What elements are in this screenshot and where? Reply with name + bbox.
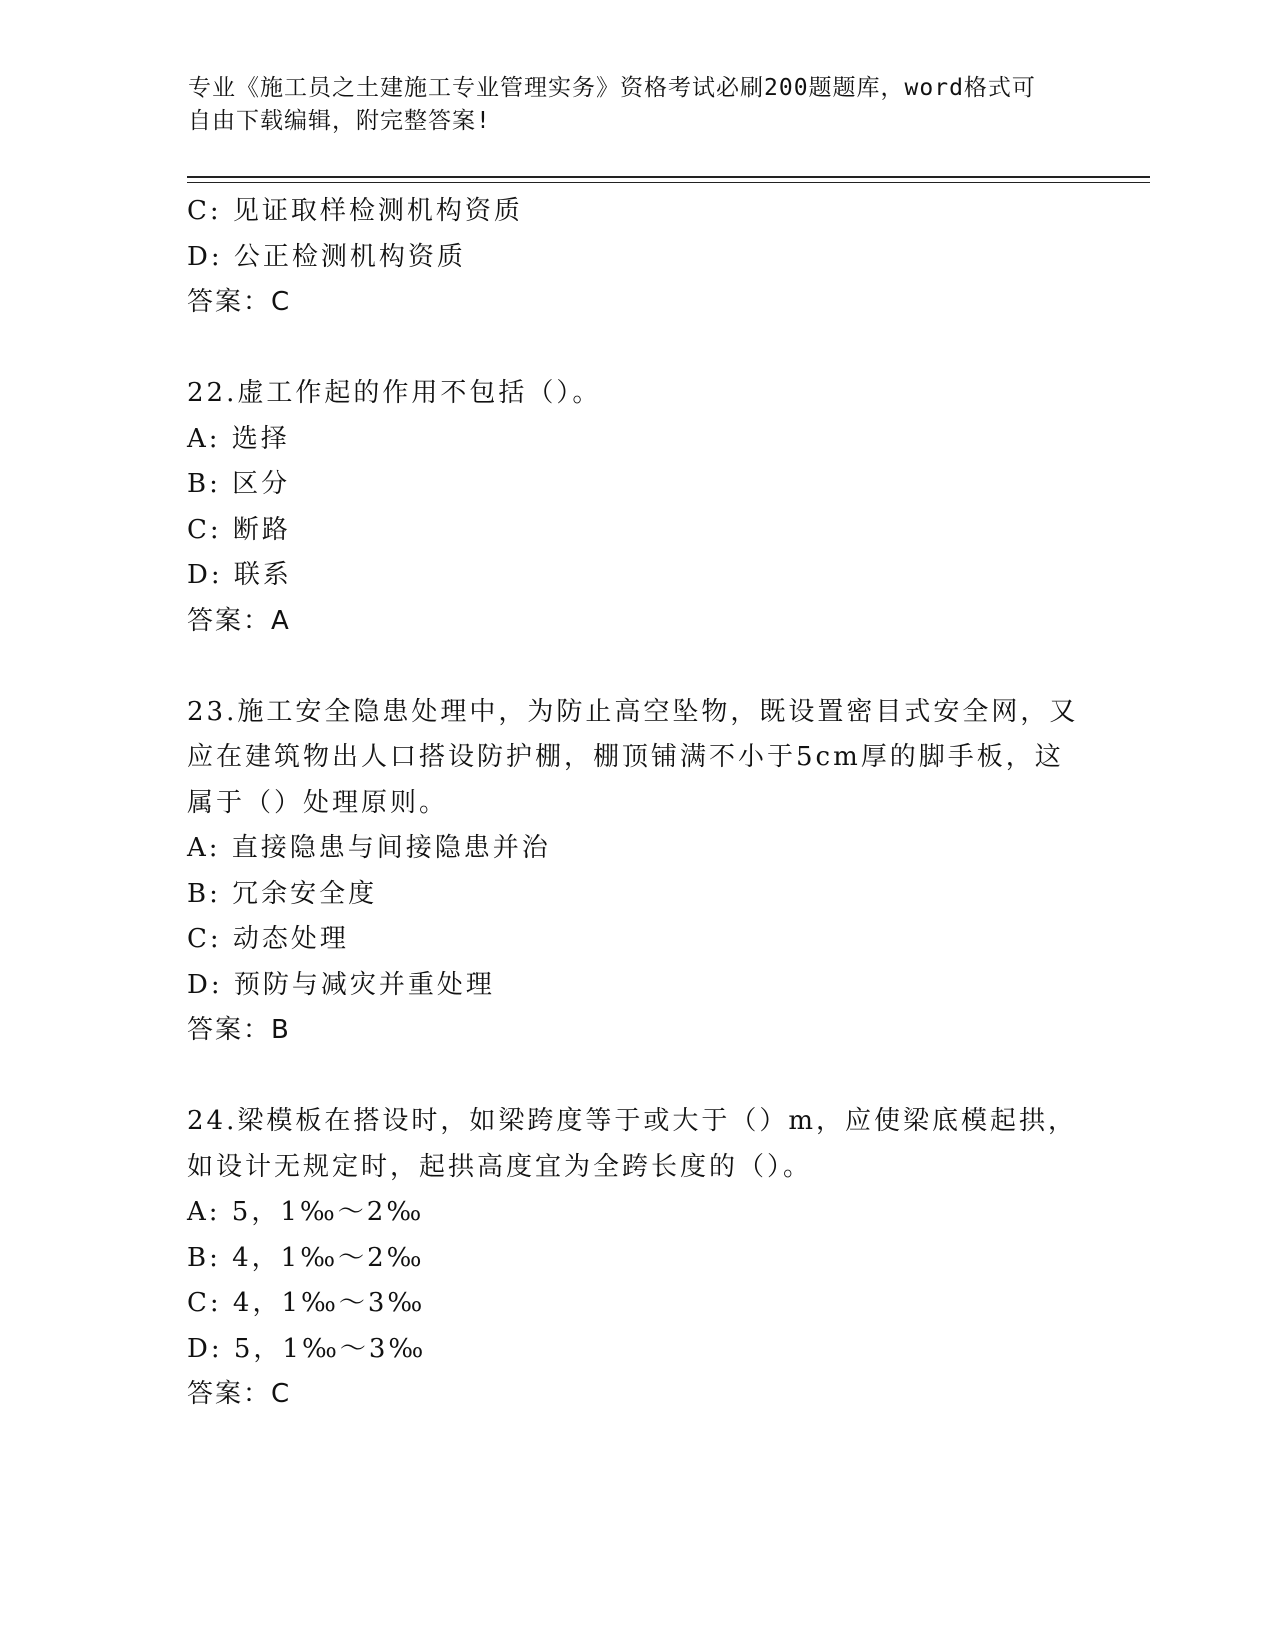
question-stem-line-1: 23.施工安全隐患处理中，为防止高空坠物，既设置密目式安全网，又 bbox=[187, 696, 1079, 727]
option-a: A: 5，1‰～2‰ bbox=[187, 1197, 425, 1227]
question-stem-line-2: 如设计无规定时，起拱高度宜为全跨长度的（）。 bbox=[187, 1151, 813, 1182]
option-d: D: 公正检测机构资质 bbox=[187, 241, 466, 272]
answer: 答案：C bbox=[187, 1379, 292, 1409]
question-stem-line-1: 24.梁模板在搭设时，如梁跨度等于或大于（）m，应使梁底模起拱， bbox=[187, 1106, 1078, 1136]
spacer bbox=[187, 1054, 1087, 1100]
option-c: C: 4，1‰～3‰ bbox=[187, 1288, 426, 1318]
spacer bbox=[187, 644, 1087, 690]
option-c: C: 动态处理 bbox=[187, 924, 349, 954]
question-22 bbox=[187, 371, 1087, 644]
answer: 答案：B bbox=[187, 1015, 291, 1045]
question-stem-line-2: 应在建筑物出人口搭设防护棚，棚顶铺满不小于5cm厚的脚手板，这 bbox=[187, 742, 1064, 772]
header-divider-thin bbox=[187, 182, 1150, 183]
option-b: B: 区分 bbox=[187, 469, 291, 499]
option-c: C: 断路 bbox=[187, 514, 291, 545]
question-23 bbox=[187, 690, 1087, 1054]
option-b: B: 冗余安全度 bbox=[187, 878, 378, 909]
header-line-2: 自由下载编辑，附完整答案! bbox=[188, 108, 491, 134]
option-d: D: 预防与减灾并重处理 bbox=[187, 969, 495, 1000]
answer: 答案：C bbox=[187, 287, 292, 317]
question-24 bbox=[187, 1099, 1087, 1418]
option-a: A: 直接隐患与间接隐患并治 bbox=[187, 833, 551, 863]
question-list bbox=[187, 189, 1087, 1418]
header-divider-thick bbox=[187, 176, 1150, 178]
question-21 bbox=[187, 189, 1087, 326]
document-header bbox=[188, 72, 1088, 138]
header-line-1: 专业《施工员之土建施工专业管理实务》资格考试必刷200题题库，word格式可 bbox=[188, 75, 1036, 101]
option-d: D: 5，1‰～3‰ bbox=[187, 1333, 427, 1364]
option-c: C: 见证取样检测机构资质 bbox=[187, 196, 523, 226]
option-a: A: 选择 bbox=[187, 423, 290, 454]
option-b: B: 4，1‰～2‰ bbox=[187, 1242, 425, 1273]
spacer bbox=[187, 326, 1087, 372]
answer: 答案：A bbox=[187, 605, 291, 636]
option-d: D: 联系 bbox=[187, 560, 292, 590]
question-stem-line-3: 属于（）处理原则。 bbox=[187, 787, 449, 818]
question-stem: 22.虚工作起的作用不包括（）。 bbox=[187, 378, 602, 408]
